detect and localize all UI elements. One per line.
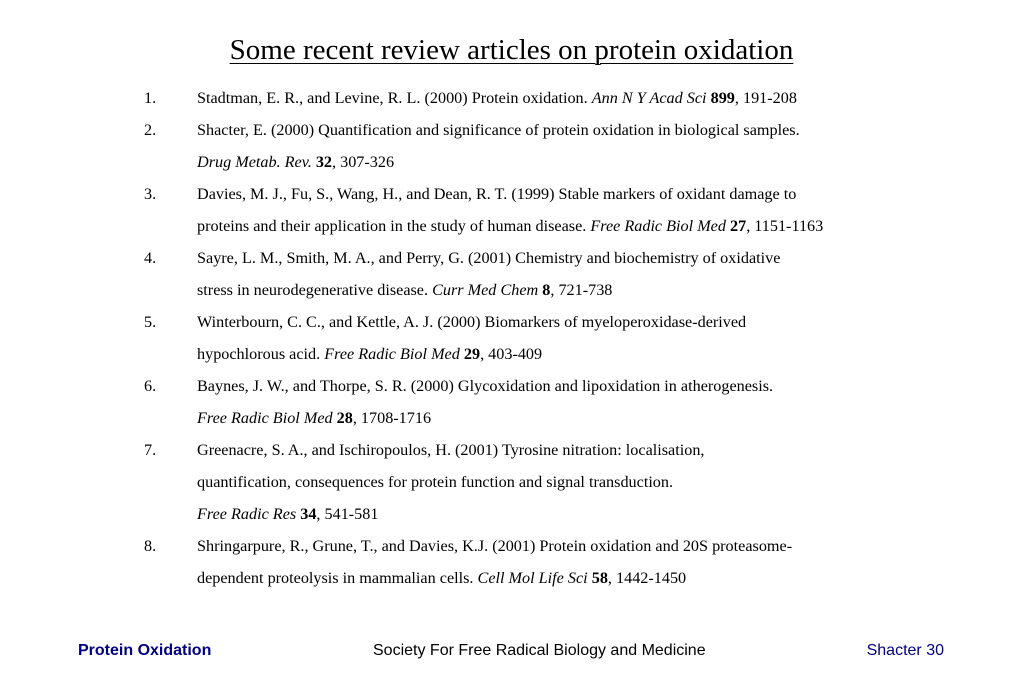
reference-item [144, 306, 904, 370]
journal-name: Curr Med Chem [432, 281, 543, 299]
page-range: , 721-738 [550, 281, 613, 299]
journal-name: Cell Mol Life Sci [477, 569, 592, 587]
reference-text: Shacter, E. (2000) Quantification and significance of protein oxidation in biological samples. [197, 121, 800, 139]
reference-text: Stadtman, E. R., and Levine, R. L. (2000) Protein oxidation. [197, 89, 592, 107]
reference-text: Greenacre, S. A., and Ischiropoulos, H. (2001) Tyrosine nitration: localisation, [197, 441, 705, 459]
reference-item [144, 114, 904, 178]
reference-line [197, 402, 904, 434]
volume-number: 58 [591, 569, 608, 587]
volume-number: 29 [463, 345, 481, 363]
reference-item [144, 530, 904, 594]
page-range: , 1151-1163 [746, 217, 824, 235]
page-range: , 191-208 [734, 89, 797, 107]
reference-line [197, 434, 904, 466]
reference-text: Shringarpure, R., Grune, T., and Davies, K.J. (2001) Protein oxidation and 20S proteasome- [197, 537, 793, 555]
reference-line [197, 178, 904, 210]
reference-number: 1. [144, 89, 157, 107]
reference-line [197, 338, 904, 370]
reference-text: Baynes, J. W., and Thorpe, S. R. (2000) Glycoxidation and lipoxidation in atherogenesis. [197, 377, 774, 395]
reference-number: 5. [144, 313, 157, 331]
reference-line [197, 530, 904, 562]
journal-name: Free Radic Biol Med [197, 409, 337, 427]
volume-number: 8 [542, 281, 551, 299]
reference-line [197, 242, 904, 274]
reference-line [197, 114, 904, 146]
page-range: , 1442-1450 [607, 569, 687, 587]
volume-number: 28 [336, 409, 353, 427]
reference-text: proteins and their application in the study of human disease. [197, 217, 591, 235]
journal-name: Free Radic Biol Med [324, 345, 464, 363]
journal-name: Ann N Y Acad Sci [591, 89, 711, 107]
reference-line [197, 146, 904, 178]
footer [0, 642, 1023, 664]
reference-line [197, 498, 904, 530]
reference-item [144, 178, 904, 242]
reference-number: 2. [144, 121, 157, 139]
footer-topic: Protein Oxidation [78, 642, 212, 659]
volume-number: 27 [730, 217, 747, 235]
reference-item [144, 370, 904, 434]
reference-number: 8. [144, 537, 157, 555]
reference-text: stress in neurodegenerative disease. [197, 281, 433, 299]
reference-list [144, 82, 904, 594]
journal-name: Free Radic Res [197, 505, 301, 523]
page-range: , 307-326 [332, 153, 395, 171]
reference-line [197, 306, 904, 338]
reference-line [197, 274, 904, 306]
reference-number: 7. [144, 441, 157, 459]
reference-text: hypochlorous acid. [197, 345, 325, 363]
reference-number: 3. [144, 185, 157, 203]
reference-text: quantification, consequences for protein function and signal transduction. [197, 473, 674, 491]
reference-line [197, 370, 904, 402]
reference-line [197, 210, 904, 242]
reference-line [197, 466, 904, 498]
reference-line [197, 82, 904, 114]
reference-text: dependent proteolysis in mammalian cells. [197, 569, 478, 587]
reference-line [197, 562, 904, 594]
page-range: , 1708-1716 [352, 409, 432, 427]
reference-text: Sayre, L. M., Smith, M. A., and Perry, G. (2001) Chemistry and biochemistry of oxidative [197, 249, 781, 267]
reference-text: Winterbourn, C. C., and Kettle, A. J. (2000) Biomarkers of myeloperoxidase-derived [197, 313, 747, 331]
reference-text: Davies, M. J., Fu, S., Wang, H., and Dean, R. T. (1999) Stable markers of oxidant damage to [197, 185, 797, 203]
journal-name: Drug Metab. Rev. [197, 153, 316, 171]
footer-author-page: Shacter 30 [866, 642, 944, 659]
volume-number: 899 [710, 89, 735, 107]
volume-number: 32 [315, 153, 333, 171]
volume-number: 34 [300, 505, 317, 523]
reference-number: 6. [144, 377, 157, 395]
footer-society: Society For Free Radical Biology and Medicine [373, 642, 706, 659]
reference-number: 4. [144, 249, 157, 267]
reference-item [144, 242, 904, 306]
page-range: , 541-581 [316, 505, 379, 523]
page-title: Some recent review articles on protein oxidation [229, 34, 794, 66]
reference-item [144, 82, 904, 114]
journal-name: Free Radic Biol Med [590, 217, 730, 235]
reference-item [144, 434, 904, 530]
page-range: , 403-409 [480, 345, 543, 363]
